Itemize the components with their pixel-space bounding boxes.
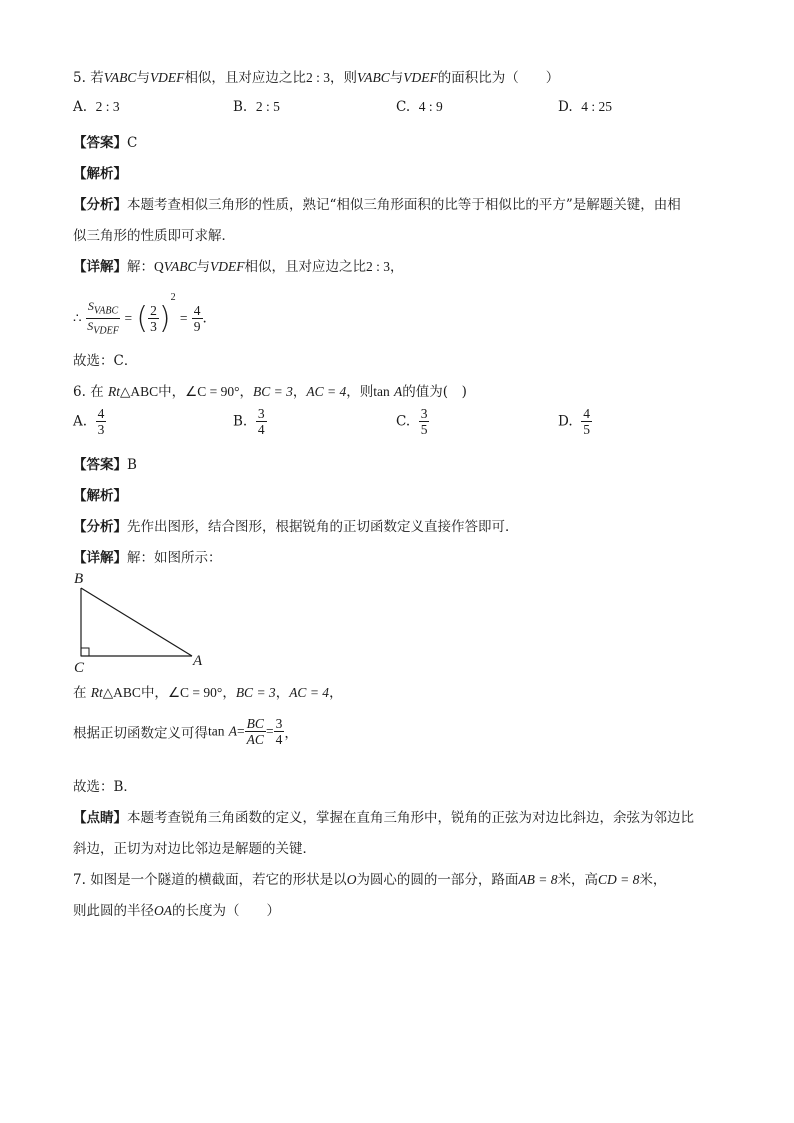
area-fraction: $\frac{S_{VABC}}{S_{VDEF}}$	[87, 298, 119, 337]
q6-option-c: C. $\frac{3}{5}$	[396, 406, 428, 437]
q6-dianjing-line1: 【点睛】本题考查锐角三角函数的定义，掌握在直角三角形中，锐角的正弦为对边比斜边，余弦为邻边比	[73, 810, 694, 826]
q6-fenxi: 【分析】先作出图形，结合图形，根据锐角的正切函数定义直接作答即可．	[73, 519, 519, 535]
q5-fenxi-line2: 似三角形的性质即可求解．	[73, 228, 235, 244]
q5-fenxi-line1: 【分析】本题考查相似三角形的性质，熟记“相似三角形面积的比等于相似比的平方”是解题关键，由相	[73, 197, 681, 213]
q6-xiangjie: 【详解】解：如图所示：	[73, 550, 222, 566]
vertex-c-label: C	[74, 660, 85, 674]
q5-option-c: C. 4 : 9	[396, 99, 443, 115]
q5-option-a: A. 2 : 3	[73, 99, 120, 115]
q6-option-d: D. $\frac{4}{5}$	[558, 406, 590, 437]
vertex-b-label: B	[74, 571, 84, 587]
q6-choose: 故选：B．	[73, 779, 137, 795]
q5-jiexi: 【解析】	[73, 166, 127, 182]
q7-stem-line1: 7. 如图是一个隧道的横截面，若它的形状是以O为圆心的圆的一部分，路面AB = 8米，高CD = 8米，	[73, 872, 667, 888]
q5-answer: 【答案】C	[73, 135, 138, 151]
q6-answer: 【答案】B	[73, 457, 137, 473]
q7-stem-line2: 则此圆的半径OA的长度为（ ）	[73, 903, 280, 919]
ratio-fraction: $\frac{2}{3}$	[150, 303, 157, 334]
q6-given-line: 在 Rt△ABC中，∠C = 90°，BC = 3，AC = 4，	[73, 685, 343, 701]
q6-stem: 6. 在 Rt△ABC中，∠C = 90°，BC = 3，AC = 4，则tan A的值为( )	[73, 384, 467, 400]
side-ab	[81, 588, 192, 656]
q6-option-b: B. $\frac{3}{4}$	[233, 406, 265, 437]
q5-option-b: B. 2 : 5	[233, 99, 280, 115]
q5-stem: 5. 若VABC与VDEF相似，且对应边之比2 : 3，则VABC与VDEF的面积比为（ ）	[73, 70, 560, 86]
q6-number: 6.	[73, 384, 86, 400]
q6-jiexi: 【解析】	[73, 488, 127, 504]
right-angle-marker	[81, 648, 89, 656]
q5-xiangjie: 【详解】解：QVABC与VDEF相似，且对应边之比2 : 3，	[73, 259, 404, 275]
result-fraction: $\frac{4}{9}$	[193, 303, 201, 334]
q5-area-ratio-formula: ∴ $\frac{S_{VABC}}{S_{VDEF}}$ = ( $\frac{2}{3}$ )$^2$ = $\frac{4}{9}$ .	[73, 292, 207, 337]
right-triangle-figure	[70, 568, 210, 674]
q5-choose: 故选：C．	[73, 353, 138, 369]
q6-tan-formula: 根据正切函数定义可得tan A= $\frac{BC}{AC}$ = $\frac{3}{4}$ ，	[73, 716, 298, 747]
q7-number: 7.	[73, 872, 86, 888]
q5-number: 5.	[73, 70, 86, 86]
q6-option-a: A. $\frac{4}{3}$	[73, 406, 105, 437]
q5-option-d: D. 4 : 25	[558, 99, 612, 115]
vertex-a-label: A	[193, 653, 203, 669]
q6-dianjing-line2: 斜边，正切为对边比邻边是解题的关键．	[73, 841, 316, 857]
